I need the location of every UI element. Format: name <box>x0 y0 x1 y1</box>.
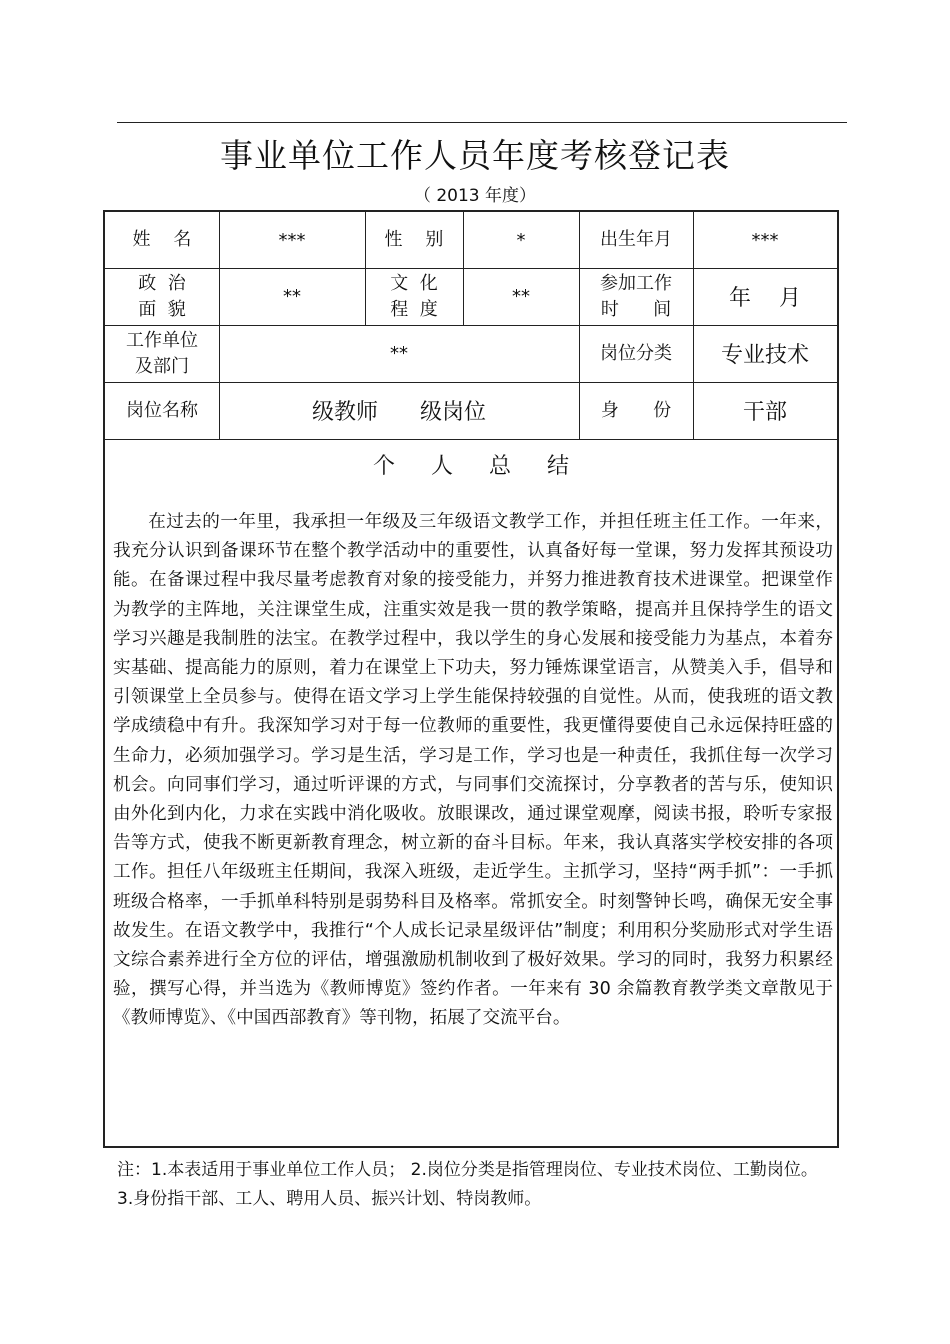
row-divider <box>105 439 837 440</box>
birth-value[interactable]: *** <box>751 229 779 251</box>
education-label: 文 化 程 度 <box>390 272 438 320</box>
gender-label: 性 别 <box>384 229 444 250</box>
position-label: 岗位名称 <box>126 399 198 421</box>
identity-label: 身 份 <box>600 399 672 421</box>
workstart-label: 参加工作 时 间 <box>600 272 672 320</box>
assessment-form <box>103 210 839 1148</box>
form-notes: 注：1.本表适用于事业单位工作人员； 2.岗位分类是指管理岗位、专业技术岗位、工勤岗位。 3.身份指干部、工人、聘用人员、振兴计划、特岗教师。 <box>117 1160 818 1209</box>
category-label: 岗位分类 <box>600 342 672 364</box>
position-value[interactable]: 级教师 级岗位 <box>312 400 486 425</box>
form-title: 事业单位工作人员年度考核登记表 <box>220 136 730 175</box>
politics-label: 政 治 面 貌 <box>138 272 186 320</box>
category-value[interactable]: 专业技术 <box>720 343 809 368</box>
politics-value[interactable]: ** <box>283 286 301 307</box>
birth-label: 出生年月 <box>600 229 672 250</box>
top-rule <box>117 122 847 123</box>
gender-value[interactable]: * <box>516 229 526 251</box>
identity-value[interactable]: 干部 <box>742 400 787 425</box>
name-label: 姓 名 <box>132 229 192 250</box>
name-value[interactable]: *** <box>278 229 306 251</box>
education-value[interactable]: ** <box>512 286 530 307</box>
unit-label: 工作单位 及部门 <box>126 329 198 377</box>
unit-value[interactable]: ** <box>390 343 408 364</box>
workstart-value[interactable]: 年 月 <box>729 286 801 311</box>
summary-text[interactable]: 在过去的一年里，我承担一年级及三年级语文教学工作，并担任班主任工作。一年来，我充分认识到备课环节在整个教学活动中的重要性，认真备好每一堂课，努力发挥其预设功能。在备课过程中我尽量考虑教育对象的接受能力，并努力推进教育技术进课堂。把课堂作为教学的主阵地，关注课堂生成，注重实效是我一贯的教学策略，提高并且保持学生的语文学习兴趣是我制胜的法宝。在教学过程中，我以学生的身心发展和接受能力为基点，本着夯实基础、提高能力的原则，着力在课堂上下功夫，努力锤炼课堂语言，从赞美入手，倡导和引领课堂上全员参与。使得在语文学习上学生能保持较强的自觉性。从而，使我班的语文教学成绩稳中有升。我深知学习对于每一位教师的重要性，我更懂得要使自己永远保持旺盛的生命力，必须加强学习。学习是生活，学习是工作，学习也是一种责任，我抓住每一次学习机会。向同事们学习，通过听评课的方式，与同事们交流探讨，分享教者的苦与乐，使知识由外化到内化，力求在实践中消化吸收。放眼课改，通过课堂观摩，阅读书报，聆听专家报告等方式，使我不断更新教育理念，树立新的奋斗目标。年来，我认真落实学校安排的各项工作。担任八年级班主任期间，我深入班级，走近学生。主抓学习，坚持“两手抓”：一手抓班级合格率，一手抓单科特别是弱势科目及格率。常抓安全。时刻警钟长鸣，确保无安全事故发生。在语文教学中，我推行“个人成长记录星级评估”制度；利用积分奖励形式对学生语文综合素养进行全方位的评估，增强激励机制收到了极好效果。学习的同时，我努力积累经验，撰写心得，并当选为《教师博览》签约作者。一年来有 30 余篇教育教学类文章散见于《教师博览》、《中国西部教育》等刊物，拓展了交流平台。 <box>113 512 833 1029</box>
summary-heading: 个人总结 <box>372 453 605 479</box>
form-year: （ 2013 年度） <box>413 186 537 206</box>
